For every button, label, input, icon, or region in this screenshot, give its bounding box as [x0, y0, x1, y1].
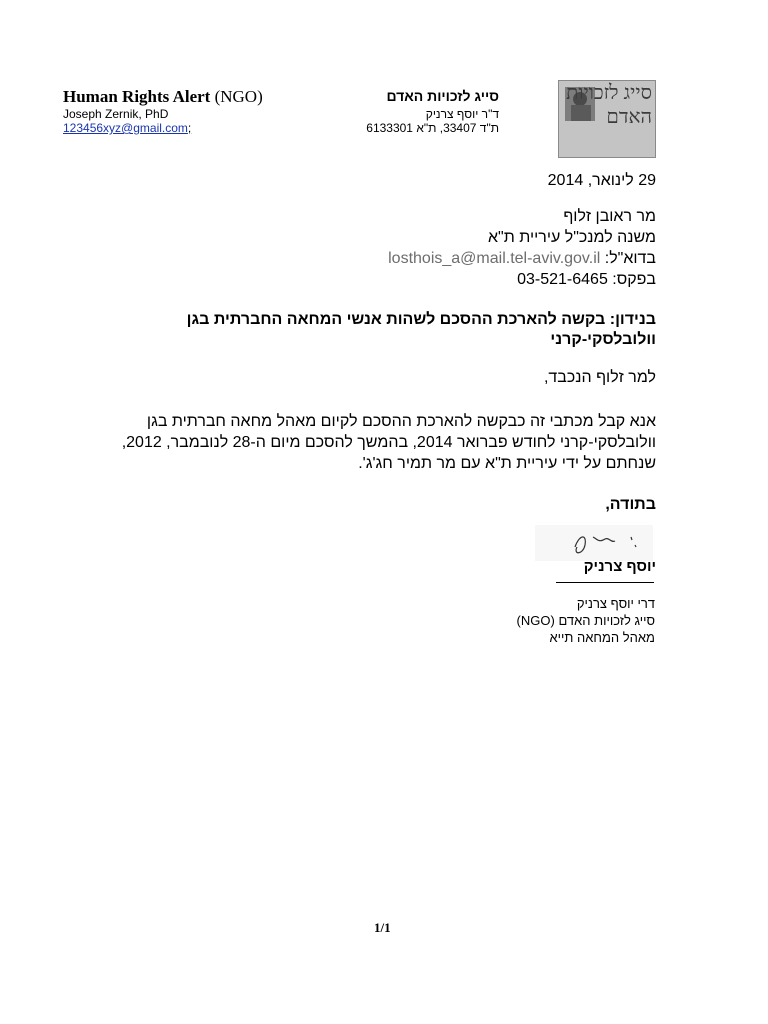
org-logo: [558, 80, 656, 158]
address-he: ת"ד 33407, ת"א 6133301: [366, 121, 499, 135]
body-paragraph: אנא קבל מכתבי זה כבקשה להארכת ההסכם לקיום מאהל מחאה חברתית בגן וולובלסקי-קרני לחודש פברואר 2014, בהמשך להסכם מיום ה-28 לנובמבר, 2012, שנחתם על ידי עיריית ת"א עם מר תמיר חג'ג'.: [121, 413, 656, 472]
recipient-email-label: בדוא"ל:: [604, 250, 656, 267]
recipient-title: משנה למנכ"ל עיריית ת"א: [488, 229, 656, 246]
salutation: למר זלוף הנכבד,: [543, 369, 656, 386]
logo-text: סייג לזכויות האדם: [566, 82, 652, 128]
signature-line: [556, 582, 654, 583]
org-name-he: סייג לזכויות האדם: [386, 88, 499, 104]
recipient-fax-line: [517, 271, 656, 289]
page-number: 1/1: [374, 920, 391, 935]
subject-line: בנידון: בקשה להארכת ההסכם לשהות אנשי המחאה החברתית בגן וולובלסקי-קרני: [186, 311, 656, 348]
recipient-fax: 03-521-6465: [517, 271, 608, 288]
person-name-en: Joseph Zernik, PhD: [63, 107, 169, 121]
closing: בתודה,: [605, 496, 656, 513]
signer-title-3: מאהל המחאה תייא: [549, 630, 655, 645]
recipient-name: מר ראובן זלוף: [563, 208, 656, 225]
signer-title-1: דרי יוסף צרניק: [576, 596, 655, 611]
letter-date: 29 לינואר, 2014: [547, 172, 656, 189]
person-name-he: ד"ר יוסף צרניק: [425, 107, 499, 121]
recipient-email-line: [388, 250, 656, 268]
signer-title-2: סייג לזכויות האדם (NGO): [516, 613, 655, 628]
org-name-en: [63, 87, 263, 107]
org-name-en-paren: (NGO): [214, 87, 263, 106]
email-link-text[interactable]: 123456xyz@gmail.com: [63, 121, 188, 135]
recipient-email: losthois_a@mail.tel-aviv.gov.il: [388, 250, 601, 267]
email-suffix: ;: [187, 121, 192, 135]
handwritten-signature: [535, 525, 653, 561]
email-link[interactable]: [63, 121, 191, 135]
org-name-en-text: Human Rights Alert: [63, 87, 211, 106]
signer-name: יוסף צרניק: [583, 558, 656, 575]
recipient-fax-label: בפקס:: [612, 271, 656, 288]
